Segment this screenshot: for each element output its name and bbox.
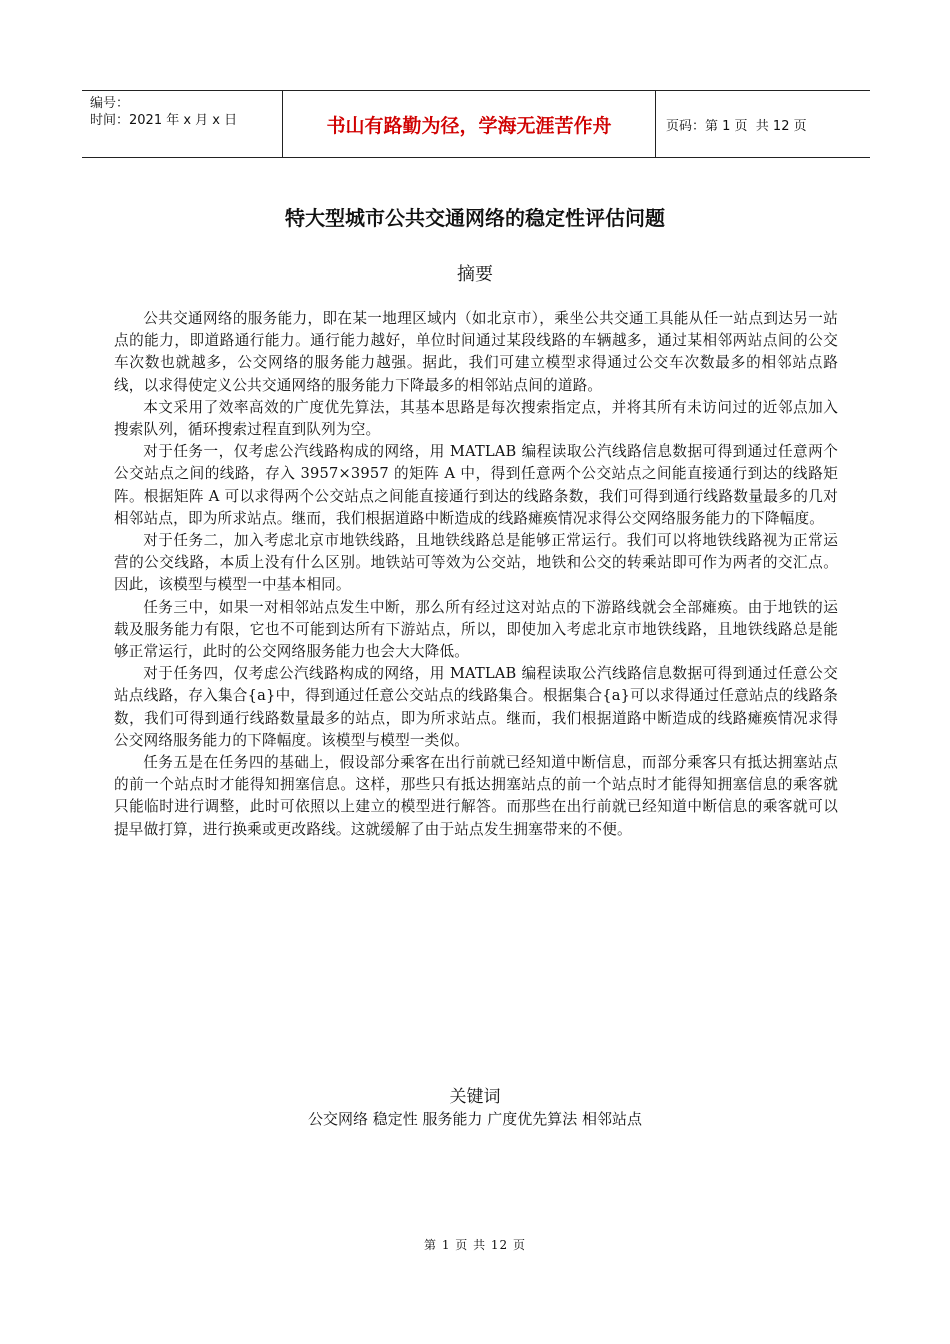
motto-text: 书山有路勤为径，学海无涯苦作舟 <box>326 114 612 137</box>
time-label: 时间：2021 年 x 月 x 日 <box>90 113 238 128</box>
paragraph: 公共交通网络的服务能力，即在某一地理区域内（如北京市），乘坐公共交通工具能从任一站点到达另一站点的能力，即道路通行能力。通行能力越好，单位时间通过某段线路的车辆越多，通过某相邻两站点间的公交车次数也就越多，公交网络的服务能力越强。据此，我们可建立模型求得通过公交车次数最多的相邻站点路线，以求得使定义公共交通网络的服务能力下降最多的相邻站点间的道路。 <box>114 310 838 394</box>
paragraph: 任务五是在任务四的基础上，假设部分乘客在出行前就已经知道中断信息，而部分乘客只有抵达拥塞站点的前一个站点时才能得知拥塞信息。这样，那些只有抵达拥塞站点的前一个站点时才能得知拥塞信息的乘客就只能临时进行调整，此时可依照以上建立的模型进行解答。而那些在出行前就已经知道中断信息的乘客就可以提早做打算，进行换乘或更改路线。这就缓解了由于站点发生拥塞带来的不便。 <box>114 754 838 838</box>
abstract-heading: 摘要 <box>457 264 493 285</box>
paragraph: 对于任务一，仅考虑公汽线路构成的网络，用 MATLAB 编程读取公汽线路信息数据可得到通过任意两个公交站点之间的线路，存入 3957×3957 的矩阵 A 中，得到任意两个公交站点之间能直接通行到达的线路矩阵。根据矩阵 A 可以求得两个公交站点之间能直接通行到达的线路条数，我们可得到通行线路数量最多的几对相邻站点，即为所求站点。继而，我们根据道路中断造成的线路瘫痪情况求得公交网络服务能力的下降幅度。 <box>114 443 838 527</box>
page-info: 页码：第 1 页 共 12 页 <box>666 118 807 134</box>
header-table <box>82 90 870 158</box>
paragraph: 本文采用了效率高效的广度优先算法，其基本思路是每次搜索指定点，并将其所有未访问过的近邻点加入搜索队列，循环搜索过程直到队列为空。 <box>114 398 838 439</box>
header-motto-cell <box>282 91 656 157</box>
page-footer: 第 1 页 共 12 页 <box>424 1238 526 1252</box>
keywords-heading: 关键词 <box>449 1087 501 1107</box>
header-meta-cell <box>82 91 282 157</box>
code-label: 编号： <box>90 96 130 111</box>
abstract-body <box>114 308 838 841</box>
keywords-list: 公交网络 稳定性 服务能力 广度优先算法 相邻站点 <box>307 1110 643 1128</box>
paragraph: 对于任务四，仅考虑公汽线路构成的网络，用 MATLAB 编程读取公汽线路信息数据可得到通过任意公交站点线路，存入集合{a}中，得到通过任意公交站点的线路集合。根据集合{a}可以求得通过任意站点的线路条数，我们可得到通行线路数量最多的站点，即为所求站点。继而，我们根据道路中断造成的线路瘫痪情况求得公交网络服务能力的下降幅度。该模型与模型一类似。 <box>114 665 838 749</box>
document-title: 特大型城市公共交通网络的稳定性评估问题 <box>285 206 665 230</box>
header-page-cell <box>656 91 870 157</box>
paragraph: 对于任务二，加入考虑北京市地铁线路，且地铁线路总是能够正常运行。我们可以将地铁线路视为正常运营的公交线路，本质上没有什么区别。地铁站可等效为公交站，地铁和公交的转乘站即可作为两者的交汇点。因此，该模型与模型一中基本相同。 <box>114 532 838 594</box>
paragraph: 任务三中，如果一对相邻站点发生中断，那么所有经过这对站点的下游路线就会全部瘫痪。由于地铁的运载及服务能力有限，它也不可能到达所有下游站点，所以，即使加入考虑北京市地铁线路，且地铁线路总是能够正常运行，此时的公交网络服务能力也会大大降低。 <box>114 598 838 661</box>
